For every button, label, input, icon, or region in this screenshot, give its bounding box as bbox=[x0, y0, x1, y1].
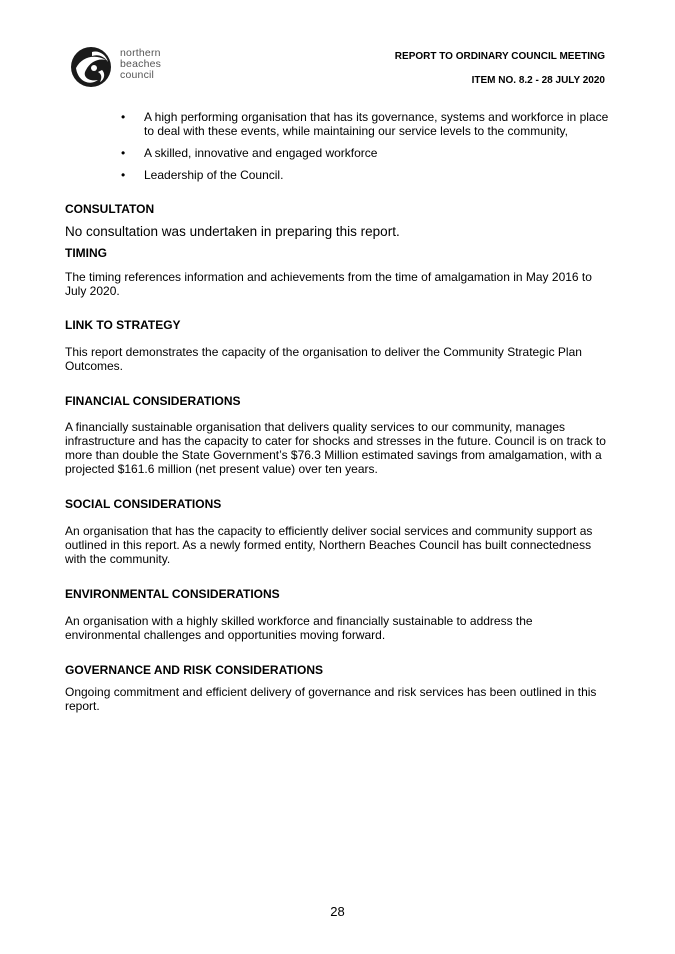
list-item bbox=[65, 146, 610, 160]
consultation-text: No consultation was undertaken in preparing this report. bbox=[65, 224, 400, 239]
council-logo-emblem-icon bbox=[68, 44, 116, 90]
logo-wordmark bbox=[120, 48, 161, 81]
strategy-text: This report demonstrates the capacity of the organisation to deliver the Community Strategic Plan Outcomes. bbox=[65, 345, 582, 373]
list-item bbox=[65, 110, 610, 138]
financial-heading: FINANCIAL CONSIDERATIONS bbox=[65, 394, 241, 408]
list-item-text: A skilled, innovative and engaged workforce bbox=[144, 146, 378, 160]
timing-heading: TIMING bbox=[65, 246, 107, 260]
list-item bbox=[65, 168, 610, 182]
logo-line-1: northern bbox=[120, 47, 161, 59]
logo-line-2: beaches bbox=[120, 58, 162, 70]
governance-text: Ongoing commitment and efficient delivery of governance and risk services has been outlined in this report. bbox=[65, 685, 597, 713]
list-item-text: Leadership of the Council. bbox=[144, 168, 284, 182]
bullet-icon: • bbox=[121, 146, 126, 160]
item-number: ITEM NO. 8.2 - 28 JULY 2020 bbox=[471, 75, 605, 86]
list-item-text: A high performing organisation that has its governance, systems and workforce in place to deal with these events, while maintaining our service levels to the community, bbox=[144, 110, 609, 138]
environmental-heading: ENVIRONMENTAL CONSIDERATIONS bbox=[65, 587, 280, 601]
social-heading: SOCIAL CONSIDERATIONS bbox=[65, 497, 222, 511]
council-logo bbox=[68, 44, 168, 90]
report-title: REPORT TO ORDINARY COUNCIL MEETING bbox=[394, 51, 605, 62]
strategy-heading: LINK TO STRATEGY bbox=[65, 318, 181, 332]
page-number: 28 bbox=[330, 904, 345, 919]
document-body bbox=[65, 110, 610, 713]
environmental-text: An organisation with a highly skilled workforce and financially sustainable to address the environmental challenges and opportunities moving forward. bbox=[65, 614, 533, 642]
bullet-icon: • bbox=[121, 168, 126, 182]
social-text: An organisation that has the capacity to efficiently deliver social services and community support as outlined in this report. As a newly formed entity, Northern Beaches Council has built connectedness with the community. bbox=[65, 524, 593, 566]
financial-text: A financially sustainable organisation that delivers quality services to our community, manages infrastructure and has the capacity to cater for shocks and stresses in the future. Council is on track to more than double the State Government’s $76.3 Million estimated savings from amalgamation, with a projected $161.6 million (net present value) over ten years. bbox=[65, 420, 606, 476]
logo-line-3: council bbox=[120, 69, 155, 81]
bullet-list bbox=[65, 110, 610, 182]
governance-heading: GOVERNANCE AND RISK CONSIDERATIONS bbox=[65, 663, 324, 677]
bullet-icon: • bbox=[121, 110, 126, 124]
timing-text: The timing references information and achievements from the time of amalgamation in May 2016 to July 2020. bbox=[65, 270, 592, 298]
consultation-heading: CONSULTATON bbox=[65, 202, 155, 216]
